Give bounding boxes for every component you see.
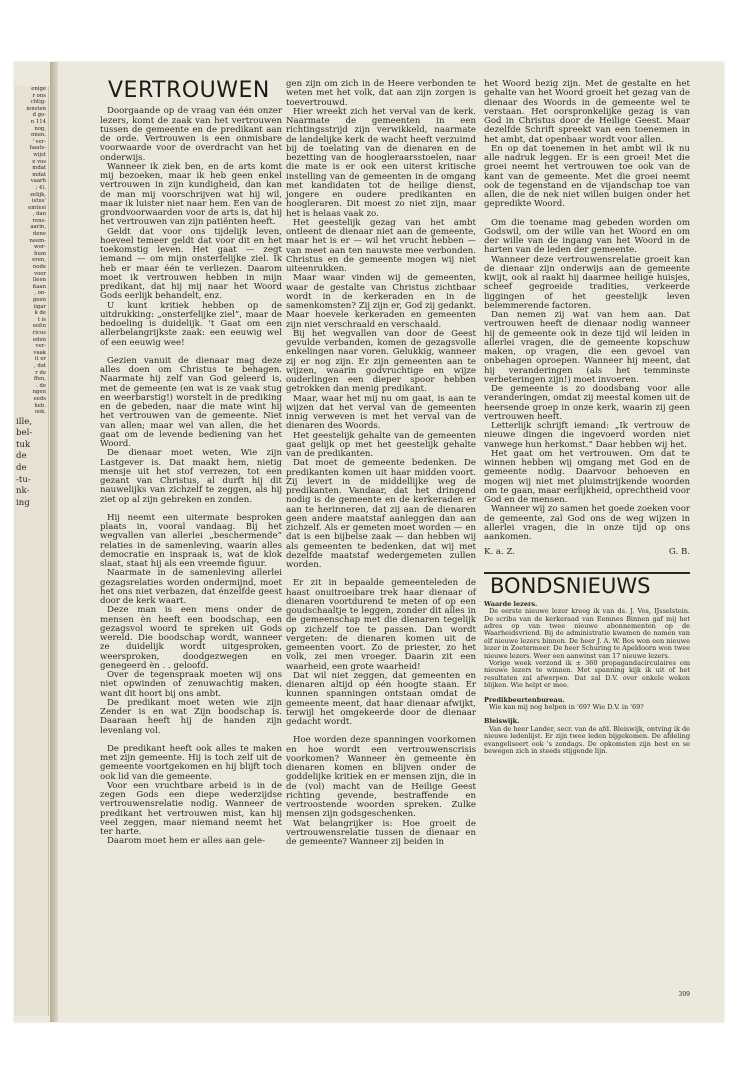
prev-page-fragment: de — [16, 463, 27, 474]
article-paragraph: Hij neemt een uitermate besproken plaats in, vooral vandaag. Bij het wegvallen van allerlei „beschermende” relaties in de samenleving, waarin alles democratie en inspraak is, wat de klok slaat, staat hij als een vreemde figuur. — [100, 512, 282, 569]
prev-page-fragment: rens- — [32, 217, 46, 224]
article-paragraph: Maar, waar het mij nu om gaat, is aan te wijzen dat het verval van de gemeenten innig verweven is met het verval van de dienaren des Woords. — [286, 393, 476, 432]
prev-page-fragment: haats- — [29, 145, 46, 152]
article-paragraph: Doorgaande op de vraag van één onzer lezers, komt de zaak van het vertrouwen tussen de gemeente en de predikant aan de orde. Vertrouwen is een onmisbare voorwaarde voor de overdracht van het onderwijs. — [100, 106, 282, 163]
prev-page-fragment: . de — [36, 382, 46, 389]
article-paragraph: Dat moet de gemeente bedenken. De predikanten komen uit haar midden voort. Zij levert in de middellijke weg de predikanten. Vandaar, dat het dringend nodig is de gemeente en de kerkeraden er aan te herinneren, dat zij aan de dienaren geen andere maatstaf aanleggen dan aan zichzelf. Als er gemeten moet worden — en dat is een bijbelse zaak — dan hebben wij als gemeenten te bedenken, dat wij met dezelfde maatstaf wedergemeten zullen worden. — [286, 458, 476, 570]
prev-page-fragment: neem- — [29, 237, 46, 244]
prev-page-fragment: tuk — [16, 439, 31, 450]
bondsnieuws-subheading: Predikbeurtenbureau. — [484, 695, 565, 704]
prev-page-fragment: chtig- — [30, 99, 46, 106]
prev-page-fragment: ille, — [16, 416, 33, 427]
article-paragraph: Wanneer deze vertrouwensrelatie groeit kan de dienaar zijn onderwijs aan de gemeente kwijt, ook al raakt hij daarmee heilige huisjes, scheef gegroeide tradities, verkeerde liggingen of het geestelijk leven belemmerende factoren. — [484, 254, 690, 311]
bondsnieuws-paragraph: De eerste nieuwe lezer kreeg ik van ds. J. Vos, IJsselstein. De scriba van de kerkeraad van Eemnes Binnen gaf mij het adres op van twee nieuwe abonnementen op de Waarheidsvriend. Bij de administratie kwamen de namen van elf nieuwe lezers binnen. De heer J. A. W. Bos won een nieuwe lezer in Zoetermeer. De heer Schuring te Apeldoorn won twee nieuwe lezers. Weer een aanwinst van 17 nieuwe lezers. — [484, 607, 690, 660]
prev-page-fragment: aarin, — [30, 224, 46, 231]
prev-page-fragment: it er — [34, 356, 46, 363]
article-column-2 — [286, 80, 476, 847]
article-paragraph: De predikant moet weten wie zijn Zender is en wat Zijn boodschap is. Daaraan heeft hij de handen zijn levenlang vol. — [100, 697, 282, 736]
article-paragraph: Deze man is een mens onder de mensen èn heeft een boodschap, een gezagsvol woord te spreken uit Gods wereld. Die boodschap wordt, wanneer ze duidelijk wordt uitgesproken, weersproken, doodgezwegen en genegeerd èn . . geloofd. — [100, 605, 282, 671]
article-signature — [484, 548, 690, 557]
prev-page-fragment: mdat — [32, 171, 46, 178]
prev-page-fragment: , dat — [33, 362, 46, 369]
signature-left: K. a. Z. — [484, 547, 516, 558]
prev-page-fragment: nnen. — [30, 132, 46, 139]
prev-page-fragment: eeds — [33, 395, 46, 402]
prev-page-fragment: , on- — [34, 290, 46, 297]
article-paragraph: Geldt dat voor ons tijdelijk leven, hoeveel temeer geldt dat voor dit en het toekomstig leven. Het gaat — zegt iemand — om mijn onsterfelijke ziel. Ik heb er maar één te verliezen. Daarom moet ik vertrouwen hebben in mijn predikant, dat hij mij naar het Woord Gods eerlijk behandelt, enz. — [100, 226, 282, 302]
bondsnieuws-title: BONDSNIEUWS — [490, 573, 651, 598]
article-paragraph: Naarmate in de samenleving allerlei gezagsrelaties worden ondermijnd, moet het ons niet verbazen, dat énzelfde geest door de kerk waart. — [100, 568, 282, 606]
prev-page-fragment: nog, — [34, 125, 46, 132]
article-paragraph: Bij het wegvallen van door de Geest gevulde verbanden, komen de gezagsvolle enkelingen naar voren. Gelukkig, wanneer zij er nog zijn. Er zijn gemeenten aan te wijzen, waarin godvruchtige en wijze ouderlingen een dieper spoor hebben getrokken dan menig predikant. — [286, 328, 476, 395]
article-paragraph: het Woord bezig zijn. Met de gestalte en het gehalte van het Woord groeit het gezag van de dienaar des Woords in de gemeente wel te verstaan. Het oorspronkelijke gezag is van God in Christus door de Heilige Geest. Maar dezelfde Schrift spreekt van een toenemen in het ambt, dat openbaar wordt voor allen. — [484, 79, 690, 145]
article-paragraph: Gezien vanuit de dienaar mag deze alles doen om Christus te behagen. Naarmate hij zelf van God geleerd is, met de gemeente (en wat is ze vaak stug en weerbarstig!) worstelt in de prediking en de gebeden, naar die mate wint hij het vertrouwen van de gemeente. Niet van allen; maar wel van allen, die het gaat om de levende bediening van het Woord. — [100, 355, 282, 449]
article-paragraph: Wat belangrijker is: Hoe groeit de vertrouwensrelatie tussen de dienaar en de gemeente? Wanneer zij beiden in — [286, 818, 476, 847]
prev-page-fragment: ngen — [32, 389, 46, 396]
bondsnieuws-paragraph: Van de heer Lander, secr. van de afd. Bleiswijk, ontving ik de nieuwe ledenlijst. Er zijn twee leden bijgekomen. De afdeling evangeliseert ook 's zondags. De opkomsten zijn best en se bewegen zich in steeds stijgende lijn. — [484, 724, 690, 756]
prev-page-fragment: node — [32, 264, 46, 271]
article-paragraph: Wanneer ik ziek ben, en de arts komt mij bezoeken, maar ik heb geen enkel vertrouwen in zijn kundigheid, dan kan de man mij voorschrijven wat hij wil, maar ik luister niet naar hem. Een van de grondvoorwaarden voor de arts is, dat hij het vertrouwen van zijn patiënten heeft. — [100, 161, 282, 228]
prev-page-fragment: wor- — [33, 244, 46, 251]
article-paragraph: Letterlijk schrijft iemand: „Ik vertrouw de nieuwe dingen die ingevoerd worden niet vanwege hun herkomst.” Daar hebben wij het. — [484, 421, 690, 450]
prev-page-fragment: d ge- — [32, 112, 46, 119]
article-paragraph: Het geestelijk gehalte van de gemeenten gaat gelijk op met het geestelijk gehalte van de predikanten. — [286, 430, 476, 459]
article-paragraph: De gemeente is zo doodsbang voor alle veranderingen, omdat zij meestal komen uit de heersende groep in onze kerk, waarin zij geen vertrouwen heeft. — [484, 384, 690, 422]
prev-page-fragment: r de — [35, 369, 46, 376]
article-paragraph: Dat wil niet zeggen, dat gemeenten en dienaren altijd op één hoogte staan. Er kunnen spanningen ontstaan omdat de gemeente meent, dat haar dienaar afwijkt, terwijl het omgekeerde door de dienaar gedacht wordt. — [286, 670, 476, 727]
prev-page-fragment: mdat — [32, 165, 46, 172]
prev-page-fragment: ' ver- — [32, 138, 46, 145]
bondsnieuws-paragraph: Wie kan mij nog helpen in '69? Wie D.V. in '69? — [489, 703, 644, 712]
article-paragraph: De predikant heeft ook alles te maken met zijn gemeente. Hij is toch zelf uit de gemeente voortgekomen en hij blijft toch ook lid van die gemeente. — [100, 743, 282, 782]
prev-page-fragment: r ons — [32, 92, 46, 99]
prev-page-fragment: ffen, — [34, 376, 46, 383]
prev-page-fragment: hum — [34, 250, 46, 257]
article-paragraph: Voor een vruchtbare arbeid is in de zegen Gods een diepe wederzijdse vertrouwensrelatie nodig. Wanneer de predikant het vertrouwen mist, kan hij veel zeggen, maar niemand neemt het ter harte. — [100, 780, 282, 837]
prev-page-fragment: iigar — [33, 303, 46, 310]
article-paragraph: Over de tegenspraak moeten wij ons niet opwinden of zenuwachtig maken, want dit hoort bij ons ambt. — [100, 670, 282, 699]
prev-page-fragment: wijst — [33, 151, 46, 158]
prev-page-fragment: vaarh — [30, 178, 46, 185]
bondsnieuws-body — [484, 601, 690, 756]
prev-page-fragment: vaak — [33, 349, 46, 356]
previous-page-edge — [14, 86, 49, 1016]
prev-page-fragment: emtesi — [28, 204, 46, 211]
article-column-1 — [100, 78, 282, 847]
prev-page-fragment: eeßn — [32, 323, 46, 330]
article-paragraph: Het geestelijk gezag van het ambt ontleent de dienaar niet aan de gemeente, maar het is er — wil het vrucht hebben — van meet aan ten nauwste mee verbonden. Christus en de gemeente mogen wij niet uiteenrukken. — [286, 217, 476, 274]
prev-page-fragment: , dan — [32, 211, 46, 218]
article-paragraph: Er zit in bepaalde gemeenteleden de haast onuitroeibare trek haar dienaar of dienaren voortdurend te meten of op een goudschaaltje te leggen, zonder dit alles in de gemeenschap met die dienaren tegelijk op zichzelf toe te passen. Dan wordt vergeten: de dienaren komen uit de gemeenten voort. Zo de priester, zo het volk, zei men vroeger. Daarin zit een waarheid, een grote waarheid! — [286, 578, 476, 672]
article-paragraph: gen zijn om zich in de Heere verbonden te weten met het volk, dat aan zijn zorgen is toevertrouwd. — [286, 79, 476, 108]
article-paragraph: Om die toename mag gebeden worden om Godswil, om der wille van het Woord en om der wille van de ingang van het Woord in de harten van de leden der gemeente. — [484, 217, 690, 256]
prev-page-fragment: t is — [37, 316, 46, 323]
prev-page-fragment: enige — [31, 86, 46, 92]
prev-page-fragment: nk- — [16, 486, 30, 497]
article-paragraph: Het gaat om het vertrouwen. Om dat te winnen hebben wij omgang met God en de gemeente nodig. Daarvoor behoeven en mogen wij niet met pluimstrijkende woorden om te gaan, maar eerlijkheid, oprechtheid voor God en de mensen. — [484, 448, 690, 505]
article-paragraph: Wanneer wij zo samen het goede zoeken voor de gemeente, zal God ons de weg wijzen in allerlei vragen, die in onze tijd op ons aankomen. — [484, 504, 690, 542]
prev-page-fragment: iensten — [26, 105, 46, 112]
article-paragraph: En op dat toenemen in het ambt wil ik nu alle nadruk leggen. Er is een groei! Met die groei neemt het vertrouwen toe ook van de kant van de gemeente. Met die groei neemt ook de tegenstand en de vijandschap toe van allen, die de nek niet willen buigen onder het gepredikte Woord. — [484, 143, 690, 210]
prev-page-fragment: ing — [16, 497, 30, 508]
bondsnieuws-subheading: Waarde lezers. — [484, 599, 538, 608]
article-paragraph: Daarom moet hem er alles aan gele- — [107, 836, 266, 847]
prev-page-fragment: dene — [32, 231, 46, 238]
prev-page-fragment: -tu- — [16, 474, 31, 485]
prev-page-fragment: heb. — [34, 402, 46, 409]
prev-page-fragment: eden — [32, 336, 46, 343]
prev-page-fragment: n 114 — [30, 118, 46, 125]
article-title: VERTROUWEN — [108, 78, 270, 103]
prev-page-fragment: istus' — [31, 198, 46, 205]
prev-page-fragment: geen — [32, 297, 46, 303]
prev-page-fragment: zelijk, — [30, 191, 46, 198]
prev-page-fragment: voor — [34, 270, 46, 277]
article-paragraph: De dienaar moet weten, Wie zijn Lastgever is. Dat maakt hem, nietig mensje uit het stof verrezen, tot een gezant van Christus, al durft hij dit nauwelijks van zichzelf te zeggen, als hij ziet op al zijn gebreken en zonden. — [100, 448, 282, 505]
article-paragraph: Hier wreekt zich het verval van de kerk. Naarmate de gemeenten in een richtingsstrijd zijn verwikkeld, naarmate de landelijke kerk de wacht heeft verzuimd bij de toelating van de dienaren en de bezetting van de hoogleraarsstoelen, naar die mate is er ook een uiterst kritische instelling van de gemeenten in de omgang met kandidaten tot de heilige dienst, jongere en oudere predikanten en hoogleraren. Dit moest zo niet zijn, maar het is helaas vaak zo. — [286, 106, 476, 219]
prev-page-fragment: de — [16, 451, 27, 462]
prev-page-fragment: k de — [34, 310, 46, 317]
signature-right: G. B. — [668, 547, 690, 558]
prev-page-fragment: itaan — [32, 283, 46, 290]
prev-page-fragment: lleen — [32, 277, 46, 284]
magazine-page — [14, 62, 724, 1022]
book-spine — [50, 62, 58, 1022]
prev-page-fragment: e vos — [32, 158, 46, 165]
bondsnieuws-subheading: Bleiswijk. — [484, 717, 520, 726]
prev-page-fragment: bel- — [16, 428, 33, 439]
article-paragraph: Hoe worden deze spanningen voorkomen en hoe wordt een vertrouwenscrisis voorkomen? Wanneer èn gemeente èn dienaren komen en blijven onder de goddelijke kritiek en er mensen zijn, die in de (vol) macht van de Heilige Geest richting gevende, bestraffende en vertroostende woorden spreken. Zulke mensen zijn godsgeschenken. — [286, 735, 476, 820]
article-paragraph: U kunt kritiek hebben op de uitdrukking: „onsterfelijke ziel”, maar de bedoeling is duidelijk. 't Gaat om een allerbelangrijkste zaak: een eeuwig wel of een eeuwig wee! — [100, 300, 282, 348]
prev-page-fragment: ver- — [35, 343, 46, 350]
article-paragraph: Dan nemen zij wat van hem aan. Dat vertrouwen heeft de dienaar nodig wanneer hij de gemeente ook in deze tijd wil leiden in allerlei vragen, die de gemeente kopschuw maken, op vragen, die een gevoel van onbehagen oproepen. Wanneer hij meent, dat hij veranderingen (als het temminste verbeteringen zijn!) moet invoeren. — [484, 310, 690, 385]
prev-page-fragment: eren, — [32, 257, 46, 264]
bondsnieuws-paragraph: Vorige week verzond ik ± 360 propagandacirculaires om nieuwe lezers te winnen. Met spanning kijk ik uit of het resultaten zal afwerpen. Dat zal D.V. over enkele weken blijken. Wie helpt er mee. — [484, 659, 690, 690]
prev-page-fragment: ook. — [34, 409, 46, 416]
page-number: 309 — [678, 991, 690, 998]
article-column-3 — [484, 80, 690, 755]
prev-page-fragment: ; 4). — [35, 184, 46, 191]
article-paragraph: Maar waar vinden wij de gemeenten, waar de gestalte van Christus zichtbaar wordt in de kerkeraden en in de samenkomsten? Zij zijn er, God zij gedankt. Maar hoevele kerkeraden en gemeenten zijn niet verschraald en verschaald. — [286, 273, 476, 330]
prev-page-fragment: ricus — [32, 329, 46, 336]
